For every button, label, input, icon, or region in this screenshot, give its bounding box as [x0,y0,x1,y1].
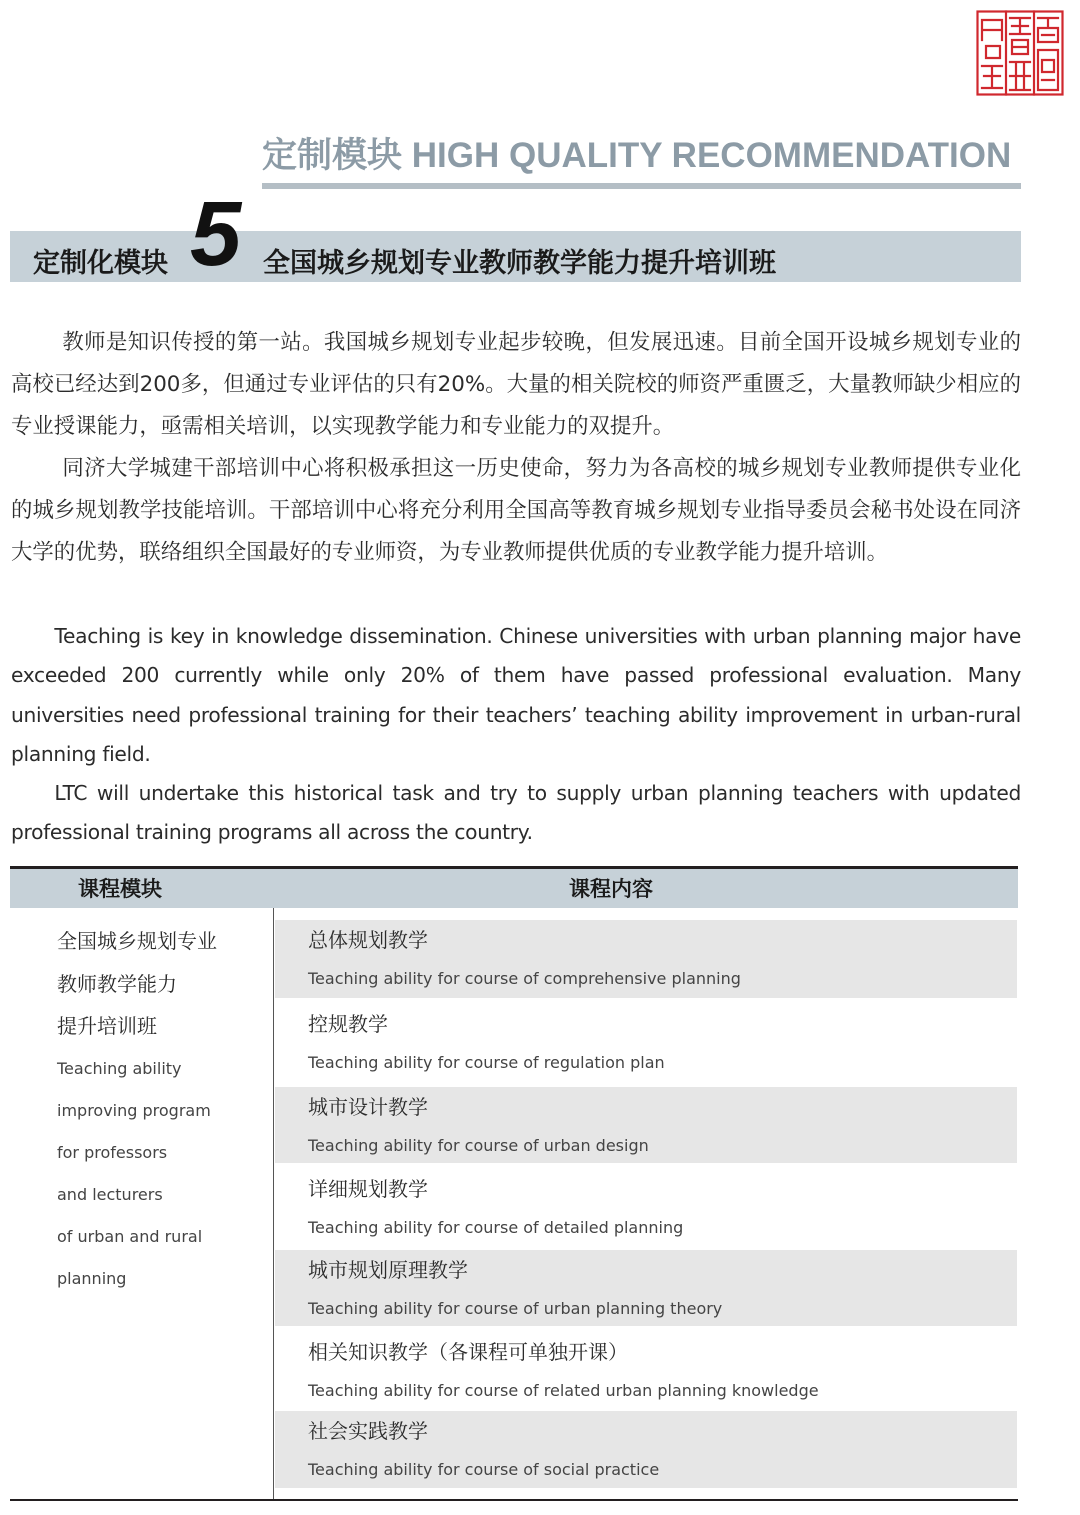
module-name-zh-line: 教师教学能力 [57,971,177,996]
course-row [275,1332,1017,1408]
paragraph-zh-2: 同济大学城建干部培训中心将积极承担这一历史使命，努力为各高校的城乡规划专业教师提供专业化的城乡规划教学技能培训。干部培训中心将充分利用全国高等教育城乡规划专业指导委员会秘书处设在同济大学的优势，联络组织全国最好的专业师资，为专业教师提供优质的专业教学能力提升培训。 [11,456,1021,565]
course-name-en: Teaching ability for course of detailed planning [308,1218,684,1237]
course-name-en: Teaching ability for course of regulation plan [308,1053,665,1072]
module-title: 全国城乡规划专业教师教学能力提升培训班 [263,248,776,279]
section-header-rule [262,183,1021,189]
course-row [275,1087,1017,1163]
section-header [262,128,1011,178]
module-name-zh-line: 全国城乡规划专业 [57,929,217,953]
course-row [275,920,1017,998]
course-row [275,1250,1017,1326]
module-name-cell [57,920,267,1300]
course-name-en: Teaching ability for course of social practice [308,1460,660,1479]
course-name-zh: 控规教学 [308,1012,388,1036]
seal-stamp-icon [976,10,1064,96]
course-name-en: Teaching ability for course of urban design [308,1136,649,1155]
course-name-zh: 详细规划教学 [308,1177,428,1201]
paragraph-en-1: Teaching is key in knowledge dissemination. Chinese universities with urban planning major have exceeded 200 currently while only 20% of them have passed professional evaluation. Many universities need professional training for their teachers’ teaching ability improvement in urban-rural planning field. [11,624,1021,766]
course-row [275,1411,1017,1488]
course-name-zh: 城市规划原理教学 [308,1258,468,1282]
course-row [275,1169,1017,1245]
course-name-en: Teaching ability for course of related urban planning knowledge [308,1381,819,1400]
table-header-module: 课程模块 [78,877,162,901]
module-prefix: 定制化模块 [33,248,168,279]
module-name-en-line: planning [57,1268,127,1288]
section-header-zh: 定制模块 [262,136,403,175]
module-number: 5 [190,183,242,285]
course-name-en: Teaching ability for course of urban planning theory [308,1299,723,1318]
module-name-en-line: Teaching ability [57,1058,182,1078]
paragraph-en-2: LTC will undertake this historical task and try to supply urban planning teachers with updated professional training programs all across the country. [11,781,1021,845]
course-name-zh: 总体规划教学 [308,928,428,952]
table-bottom-rule [10,1499,1018,1501]
module-name-en-line: of urban and rural [57,1226,203,1246]
table-column-divider [273,908,274,1500]
paragraph-zh-1: 教师是知识传授的第一站。我国城乡规划专业起步较晚，但发展迅速。目前全国开设城乡规划专业的高校已经达到200多，但通过专业评估的只有20%。大量的相关院校的师资严重匮乏，大量教师缺少相应的专业授课能力，亟需相关培训，以实现教学能力和专业能力的双提升。 [11,330,1021,439]
table-header-content: 课程内容 [569,877,653,901]
course-name-en: Teaching ability for course of comprehensive planning [308,969,741,988]
course-row [275,1004,1017,1082]
module-name-en-line: for professors [57,1142,168,1162]
module-name-en-line: and lecturers [57,1184,163,1204]
section-header-en: HIGH QUALITY RECOMMENDATION [411,136,1012,175]
module-name-en-line: improving program [57,1100,211,1120]
module-name-zh-line: 提升培训班 [57,1014,157,1038]
course-name-zh: 城市设计教学 [308,1095,428,1119]
course-name-zh: 相关知识教学（各课程可单独开课） [308,1340,628,1364]
course-name-zh: 社会实践教学 [308,1419,428,1443]
